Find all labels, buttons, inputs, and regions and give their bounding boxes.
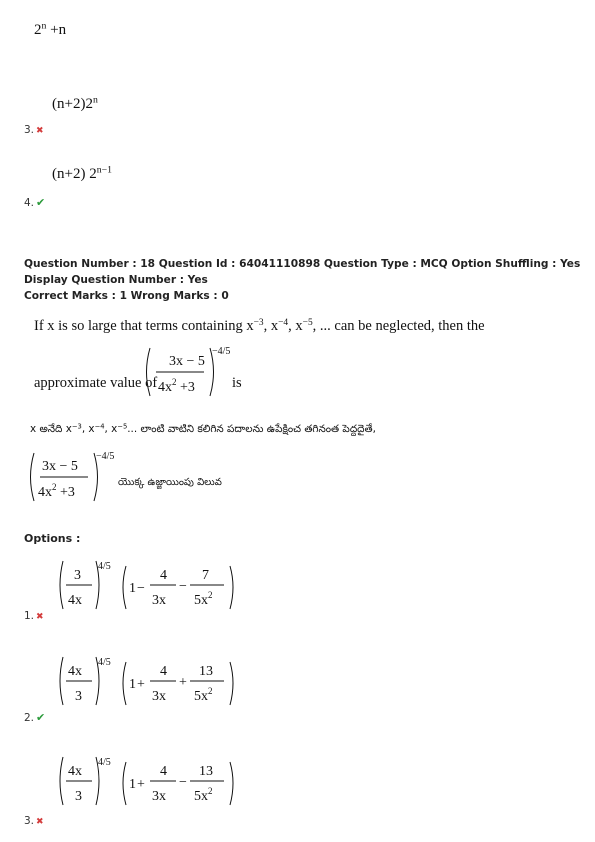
svg-text:4x: 4x (68, 664, 82, 679)
prev-option-3-expression: $(n+2)2^n$ (52, 94, 98, 112)
svg-text:4: 4 (160, 664, 167, 679)
svg-text:3x: 3x (152, 593, 166, 608)
svg-text:3: 3 (75, 689, 82, 704)
svg-text:4/5: 4/5 (98, 561, 111, 572)
svg-text:3x − 5: 3x − 5 (42, 459, 78, 474)
option-2-expression (56, 652, 246, 710)
svg-text:3: 3 (74, 568, 81, 583)
prev-option-3-number: 3. ✖ (24, 124, 44, 136)
svg-text:−: − (179, 579, 187, 594)
question-te-fraction (26, 447, 116, 507)
option-2-number: 2. ✔ (24, 711, 46, 724)
svg-text:3x − 5: 3x − 5 (169, 354, 205, 369)
correct-mark-icon: ✔ (36, 196, 46, 209)
svg-text:4/5: 4/5 (98, 757, 111, 768)
question-meta-line-3: Correct Marks : 1 Wrong Marks : 0 (24, 290, 229, 302)
svg-text:13: 13 (199, 664, 213, 679)
svg-text:3x: 3x (152, 789, 166, 804)
question-te-line-2: యొక్క ఉజ్జాయింపు విలువ (118, 477, 222, 488)
correct-mark-icon: ✔ (36, 711, 46, 724)
option-3-number: 3. ✖ (24, 815, 44, 827)
svg-text:−4/5: −4/5 (96, 451, 115, 462)
question-meta-line-2: Display Question Number : Yes (24, 274, 208, 286)
prev-option-4-number: 4. ✔ (24, 196, 46, 209)
option-1-number: 1. ✖ (24, 610, 44, 622)
options-label: Options : (24, 532, 81, 545)
svg-text:+: + (137, 777, 145, 792)
svg-text:−: − (179, 775, 187, 790)
wrong-mark-icon: ✖ (36, 612, 44, 622)
prev-option-4-expression: (n+2) $2^{n-1}$ (52, 164, 112, 182)
question-meta-line-1: Question Number : 18 Question Id : 64041110898 Question Type : MCQ Option Shuffling : Yes (24, 258, 581, 270)
question-en-is: is (232, 375, 242, 391)
svg-text:4x: 4x (68, 593, 82, 608)
svg-text:4: 4 (160, 764, 167, 779)
prev-option-expression: $2^n +n$ (34, 20, 67, 38)
svg-text:4: 4 (160, 568, 167, 583)
question-te-line-1: x అనేది $x^{-3}$, $x^{-4}$, $x^{-5}$... లాంటి వాటిని కలిగిన పదాలను ఉపేక్షించ తగినంత పెద్దదైతే, (30, 422, 376, 435)
question-en-line-2: approximate value of (34, 375, 158, 391)
svg-text:+: + (137, 677, 145, 692)
wrong-mark-icon: ✖ (36, 126, 44, 136)
option-3-expression (56, 752, 246, 810)
svg-text:+: + (179, 675, 187, 690)
svg-text:4x2 +3: $4x^2 +3$ (38, 482, 75, 500)
svg-text:4x: 4x (68, 764, 82, 779)
svg-text:3x: 3x (152, 689, 166, 704)
svg-text:3: 3 (75, 789, 82, 804)
svg-text:7: 7 (202, 568, 209, 583)
svg-text:5x2: $5x^2$ (194, 590, 213, 608)
option-1-expression (56, 556, 246, 614)
svg-text:5x2: $5x^2$ (194, 786, 213, 804)
svg-text:5x2: $5x^2$ (194, 686, 213, 704)
svg-text:1: 1 (129, 777, 136, 792)
question-en-line-1: If x is so large that terms containing $x^{-3}$, $x^{-4}$, $x^{-5}$, ... can be neglected, then the (34, 317, 485, 334)
wrong-mark-icon: ✖ (36, 817, 44, 827)
svg-text:1: 1 (129, 677, 136, 692)
svg-text:−4/5: −4/5 (212, 346, 231, 357)
svg-text:4/5: 4/5 (98, 657, 111, 668)
question-en-fraction (142, 342, 232, 402)
svg-text:13: 13 (199, 764, 213, 779)
svg-text:−: − (137, 581, 145, 596)
svg-text:1: 1 (129, 581, 136, 596)
svg-text:4x2 +3: $4x^2 +3$ (158, 377, 195, 395)
